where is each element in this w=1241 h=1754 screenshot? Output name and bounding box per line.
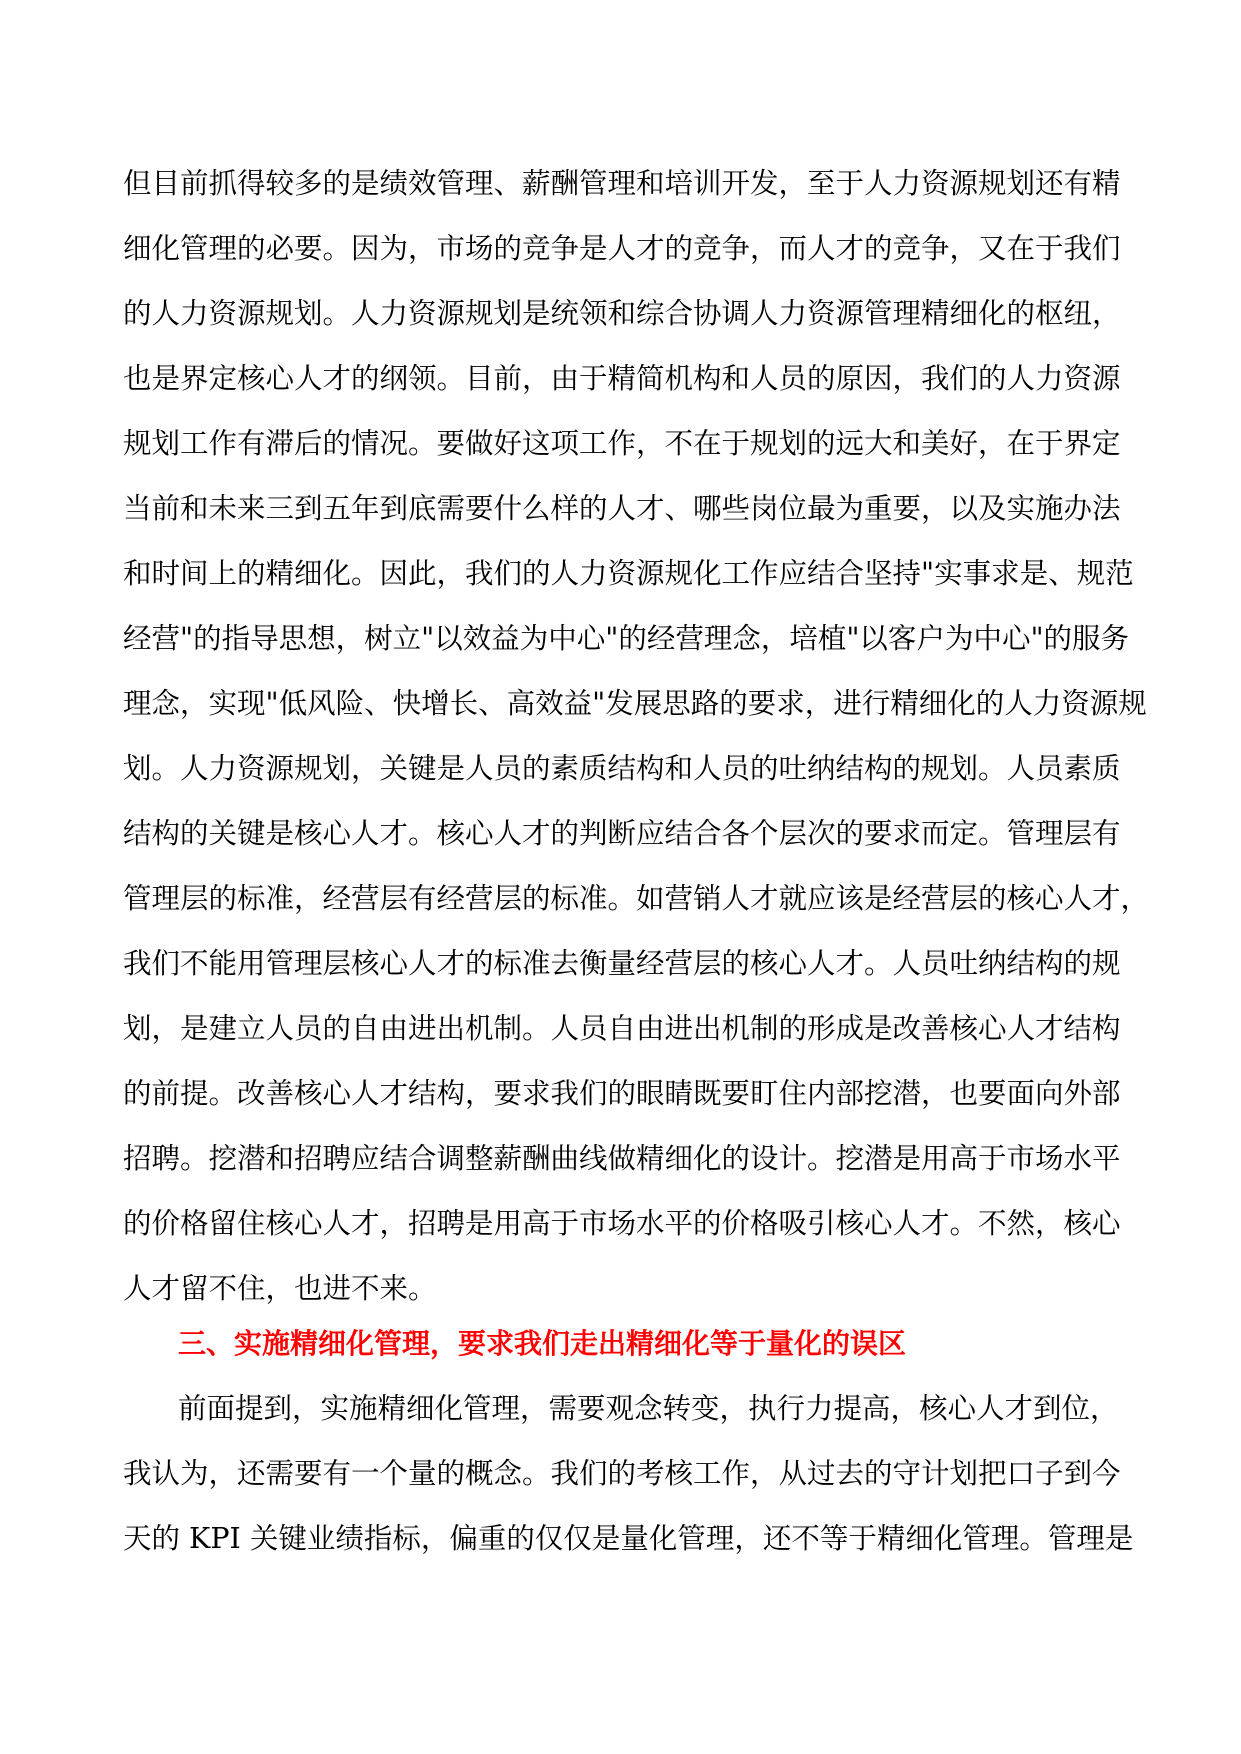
paragraph-line: 的价格留住核心人才，招聘是用高于市场水平的价格吸引核心人才。不然，核心 — [123, 1207, 1121, 1240]
paragraph-line: 结构的关键是核心人才。核心人才的判断应结合各个层次的要求而定。管理层有 — [123, 817, 1121, 850]
paragraph-line: 的人力资源规划。人力资源规划是统领和综合协调人力资源管理精细化的枢纽， — [123, 297, 1121, 330]
paragraph-line: 理念，实现"低风险、快增长、高效益"发展思路的要求，进行精细化的人力资源规 — [123, 687, 1147, 720]
section-heading: 三、实施精细化管理，要求我们走出精细化等于量化的误区 — [178, 1327, 907, 1360]
paragraph-line: 当前和未来三到五年到底需要什么样的人才、哪些岗位最为重要，以及实施办法 — [123, 492, 1121, 525]
paragraph-line: 前面提到，实施精细化管理，需要观念转变，执行力提高，核心人才到位， — [178, 1392, 1119, 1425]
paragraph-line: 招聘。挖潜和招聘应结合调整薪酬曲线做精细化的设计。挖潜是用高于市场水平 — [123, 1142, 1121, 1175]
paragraph-line: 管理层的标准，经营层有经营层的标准。如营销人才就应该是经营层的核心人才， — [123, 882, 1150, 915]
paragraph-line: 的前提。改善核心人才结构，要求我们的眼睛既要盯住内部挖潜，也要面向外部 — [123, 1077, 1121, 1110]
paragraph-line: 人才留不住，也进不来。 — [123, 1272, 437, 1305]
paragraph-line: 我认为，还需要有一个量的概念。我们的考核工作，从过去的守计划把口子到今 — [123, 1457, 1121, 1490]
paragraph-line: 规划工作有滞后的情况。要做好这项工作，不在于规划的远大和美好，在于界定 — [123, 427, 1121, 460]
paragraph-line: 也是界定核心人才的纲领。目前，由于精简机构和人员的原因，我们的人力资源 — [123, 362, 1121, 395]
paragraph-line: 和时间上的精细化。因此，我们的人力资源规化工作应结合坚持"实事求是、规范 — [123, 557, 1134, 590]
paragraph-line: 天的 KPI 关键业绩指标，偏重的仅仅是量化管理，还不等于精细化管理。管理是 — [123, 1522, 1134, 1555]
paragraph-line: 经营"的指导思想，树立"以效益为中心"的经营理念，培植"以客户为中心"的服务 — [123, 622, 1130, 655]
paragraph-line: 但目前抓得较多的是绩效管理、薪酬管理和培训开发，至于人力资源规划还有精 — [123, 167, 1121, 200]
paragraph-line: 划。人力资源规划，关键是人员的素质结构和人员的吐纳结构的规划。人员素质 — [123, 752, 1121, 785]
paragraph-line: 细化管理的必要。因为，市场的竞争是人才的竞争，而人才的竞争，又在于我们 — [123, 232, 1121, 265]
paragraph-line: 我们不能用管理层核心人才的标准去衡量经营层的核心人才。人员吐纳结构的规 — [123, 947, 1121, 980]
paragraph-line: 划，是建立人员的自由进出机制。人员自由进出机制的形成是改善核心人才结构 — [123, 1012, 1121, 1045]
